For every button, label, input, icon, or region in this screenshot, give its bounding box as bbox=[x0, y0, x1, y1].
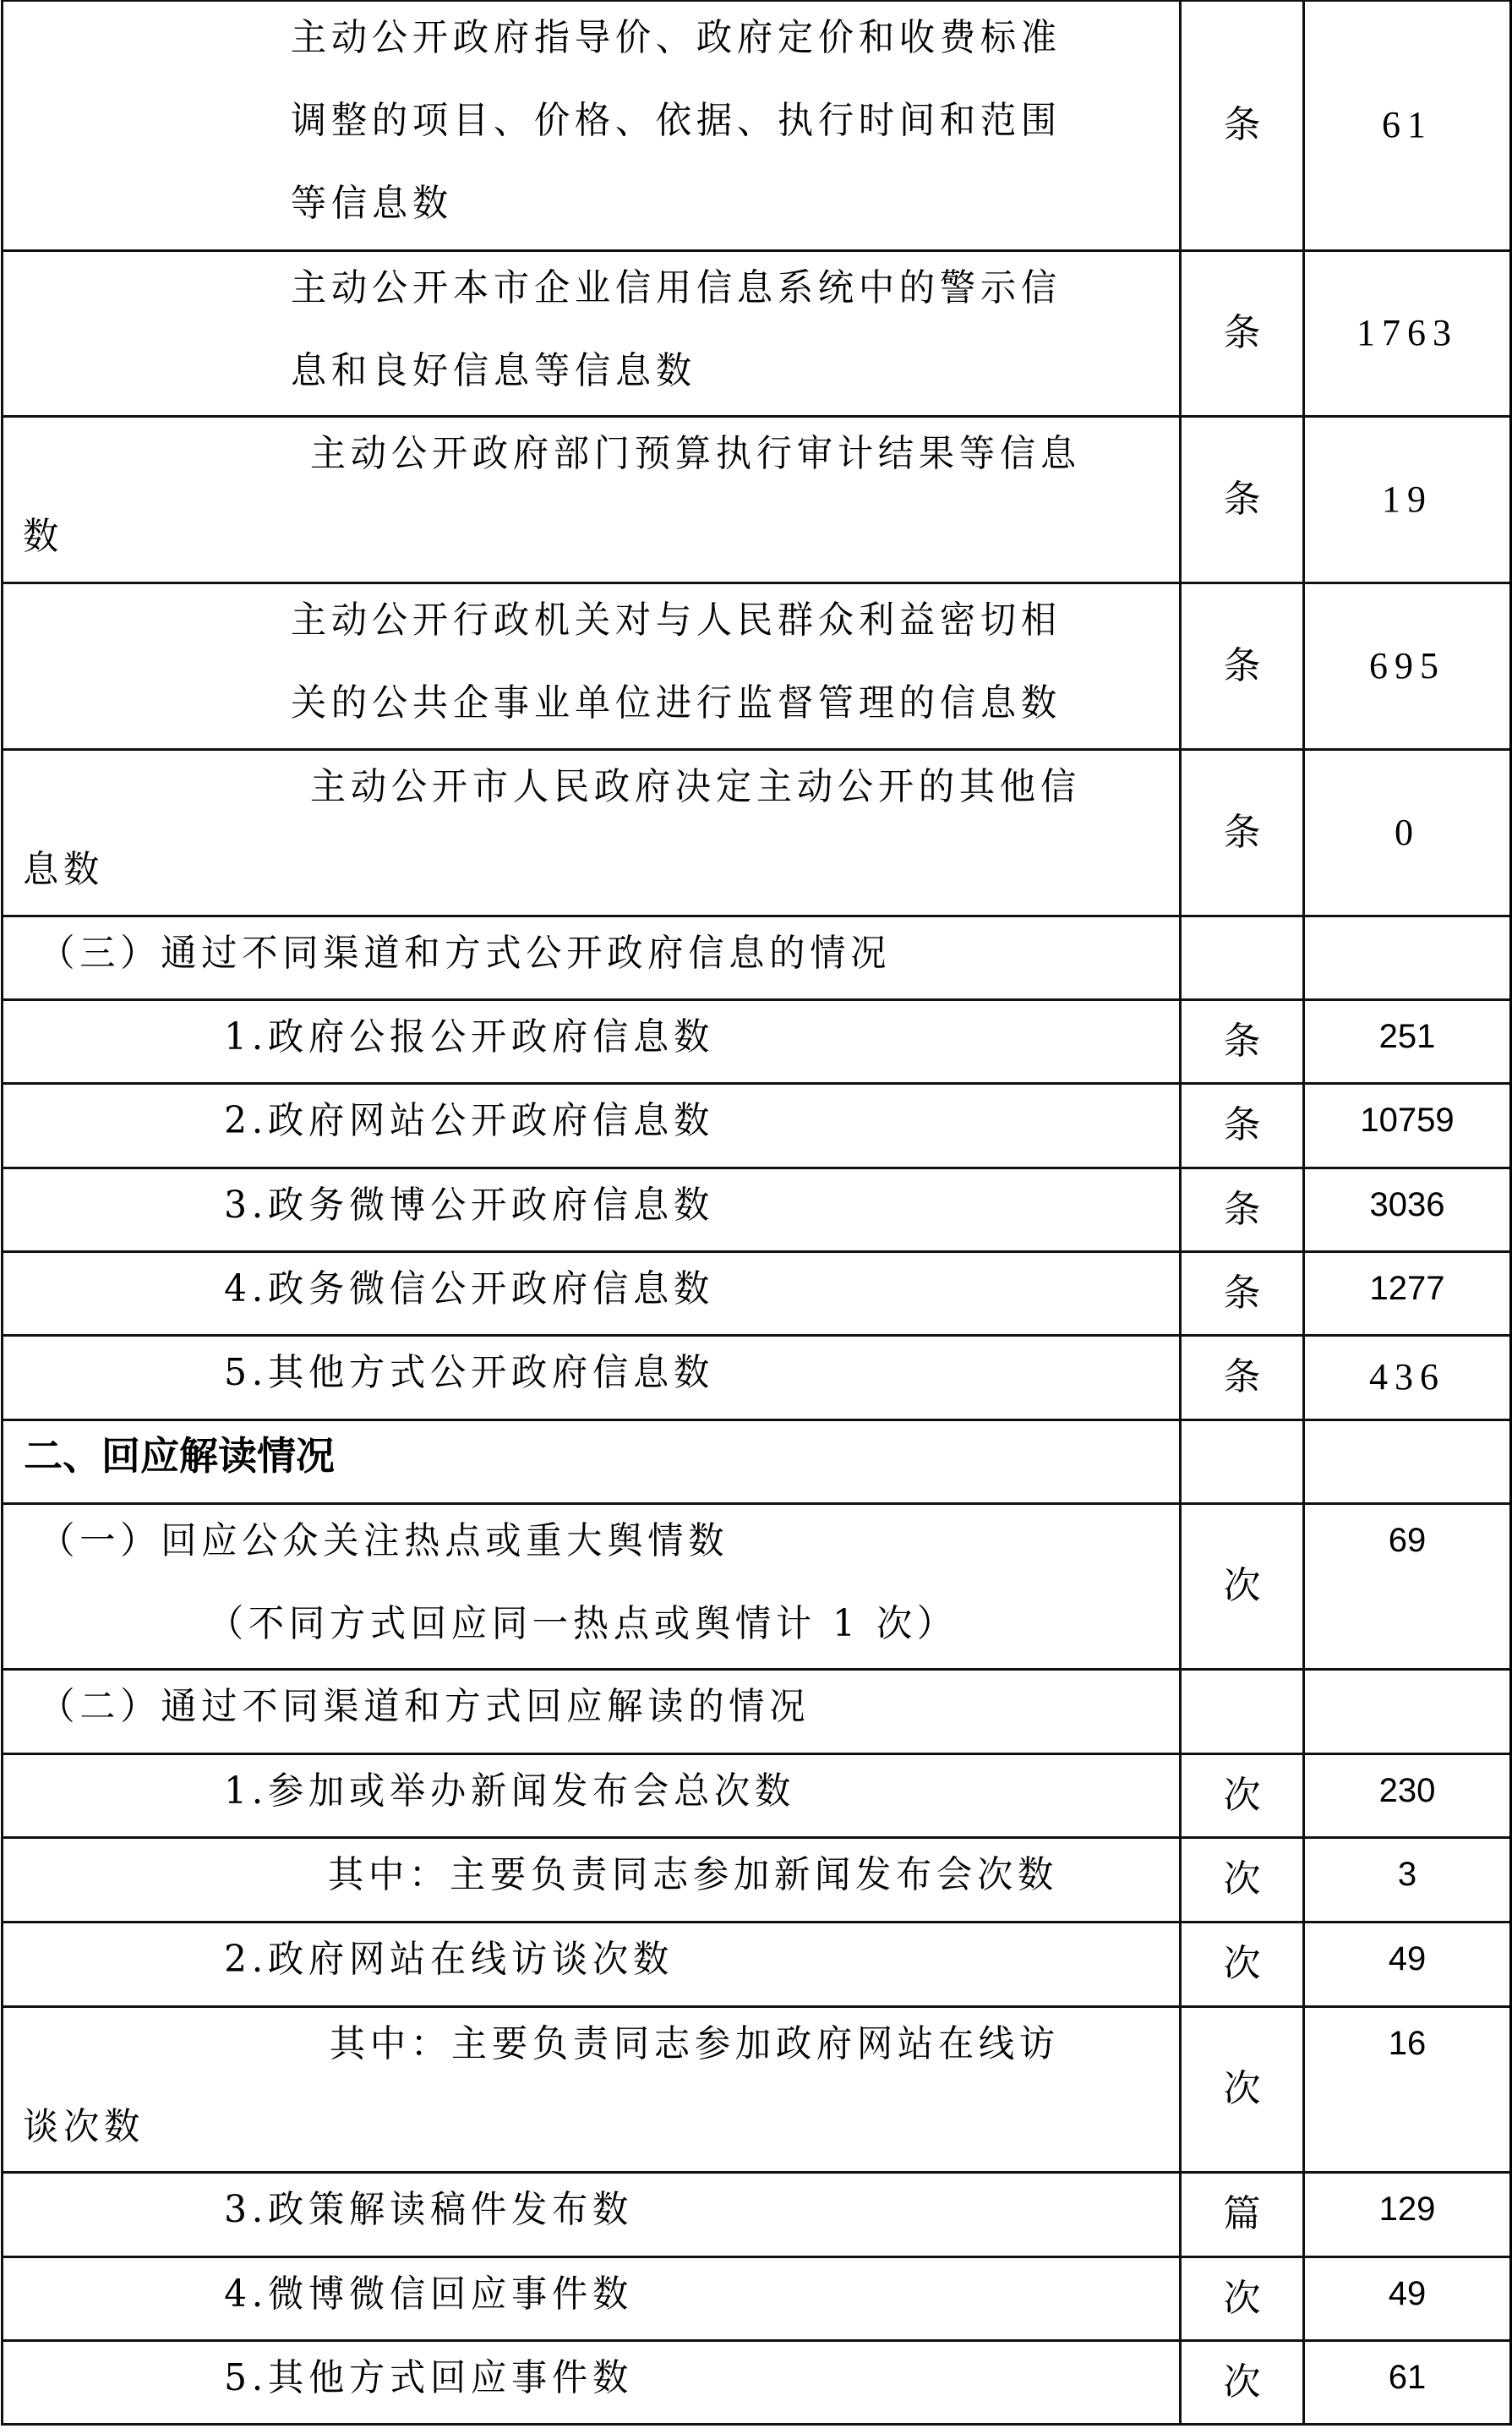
row-label: 2.政府网站公开政府信息数 bbox=[224, 1098, 714, 1142]
unit-cell bbox=[1181, 1753, 1304, 1837]
value-cell bbox=[1304, 1419, 1512, 1503]
value-cell bbox=[1304, 583, 1512, 749]
value-cell bbox=[1304, 1503, 1512, 1669]
unit: 次 bbox=[1223, 2276, 1261, 2320]
value-cell bbox=[1304, 2172, 1512, 2256]
value-cell bbox=[1304, 1837, 1512, 1922]
value-cell bbox=[1304, 2340, 1512, 2424]
value-cell bbox=[1304, 2006, 1512, 2172]
value: 230 bbox=[1378, 1771, 1436, 1809]
row-label: 主动公开市人民政府决定主动公开的其他信息数 bbox=[23, 764, 1081, 891]
row-label: 4.政务微信公开政府信息数 bbox=[224, 1266, 714, 1310]
value: 16 bbox=[1388, 2024, 1427, 2062]
unit-cell bbox=[1181, 583, 1304, 749]
unit-cell bbox=[1181, 1168, 1304, 1251]
value-cell bbox=[1304, 749, 1512, 916]
table-row bbox=[3, 1922, 1512, 2006]
row-label: 主动公开政府指导价、政府定价和收费标准调整的项目、价格、依据、执行时间和范围等信息数 bbox=[290, 16, 1062, 225]
value-cell bbox=[1304, 916, 1512, 999]
table-row bbox=[3, 2006, 1512, 2172]
unit: 条 bbox=[1223, 643, 1261, 687]
row-label-cell bbox=[3, 1837, 1181, 1922]
unit-cell bbox=[1181, 250, 1304, 416]
unit: 条 bbox=[1223, 477, 1261, 521]
value-cell bbox=[1304, 1168, 1512, 1251]
row-label: 4.微博微信回应事件数 bbox=[224, 2272, 633, 2316]
unit-cell bbox=[1181, 1669, 1304, 1753]
value: 69 bbox=[1388, 1521, 1427, 1559]
unit-cell bbox=[1181, 1503, 1304, 1669]
row-sublabel: （不同方式回应同一热点或舆情计 1 次） bbox=[207, 1601, 958, 1645]
section-label: （二）通过不同渠道和方式回应解读的情况 bbox=[39, 1684, 811, 1728]
value: 129 bbox=[1378, 2190, 1436, 2228]
table-row bbox=[3, 1083, 1512, 1168]
value: 61 bbox=[1388, 2358, 1427, 2396]
value: 3 bbox=[1397, 1855, 1417, 1893]
table-row bbox=[3, 1251, 1512, 1335]
unit-cell bbox=[1181, 2006, 1304, 2172]
unit-cell bbox=[1181, 2256, 1304, 2340]
table-row bbox=[3, 250, 1512, 416]
value-cell bbox=[1304, 1, 1512, 250]
row-label: 2.政府网站在线访谈次数 bbox=[224, 1937, 674, 1981]
unit-cell bbox=[1181, 1922, 1304, 2006]
unit-cell bbox=[1181, 1251, 1304, 1335]
row-label-cell bbox=[3, 583, 1181, 749]
value-cell bbox=[1304, 1335, 1512, 1419]
row-label-cell bbox=[3, 416, 1181, 583]
row-label: 主动公开本市企业信用信息系统中的警示信息和良好信息等信息数 bbox=[290, 265, 1062, 392]
table-row bbox=[3, 1753, 1512, 1837]
unit: 次 bbox=[1223, 2360, 1261, 2404]
unit-cell bbox=[1181, 999, 1304, 1083]
unit: 次 bbox=[1223, 2067, 1261, 2110]
row-label: 3.政策解读稿件发布数 bbox=[224, 2187, 633, 2231]
table-row bbox=[3, 583, 1512, 749]
row-label-cell bbox=[3, 999, 1181, 1083]
table-row bbox=[3, 749, 1512, 916]
table-row bbox=[3, 2256, 1512, 2340]
unit: 条 bbox=[1223, 1019, 1261, 1063]
value-cell bbox=[1304, 1669, 1512, 1753]
value-cell bbox=[1304, 999, 1512, 1083]
row-label-cell bbox=[3, 1922, 1181, 2006]
row-label: 其中：主要负责同志参加新闻发布会次数 bbox=[328, 1852, 1058, 1896]
unit: 条 bbox=[1223, 1355, 1261, 1398]
row-label: 其中：主要负责同志参加政府网站在线访谈次数 bbox=[23, 2021, 1060, 2148]
row-label-cell bbox=[3, 2340, 1181, 2424]
unit: 条 bbox=[1223, 103, 1261, 147]
section-label-cell bbox=[3, 1669, 1181, 1753]
unit: 次 bbox=[1223, 1857, 1261, 1901]
value: 1277 bbox=[1369, 1269, 1445, 1307]
unit-cell bbox=[1181, 749, 1304, 916]
value: 61 bbox=[1382, 104, 1433, 146]
row-label: 3.政务微博公开政府信息数 bbox=[224, 1183, 714, 1227]
unit-cell bbox=[1181, 2340, 1304, 2424]
value: 3036 bbox=[1369, 1185, 1445, 1223]
value-cell bbox=[1304, 1922, 1512, 2006]
unit: 条 bbox=[1223, 1271, 1261, 1315]
unit: 次 bbox=[1223, 1564, 1261, 1607]
row-label-cell bbox=[3, 1, 1181, 250]
value-cell bbox=[1304, 1753, 1512, 1837]
row-label-cell bbox=[3, 2256, 1181, 2340]
row-label: 1.政府公报公开政府信息数 bbox=[224, 1015, 714, 1058]
value-cell bbox=[1304, 2256, 1512, 2340]
value: 10759 bbox=[1360, 1101, 1455, 1139]
value-cell bbox=[1304, 416, 1512, 583]
row-label-cell bbox=[3, 1753, 1181, 1837]
row-label: 1.参加或举办新闻发布会总次数 bbox=[224, 1769, 795, 1813]
unit: 条 bbox=[1223, 810, 1261, 854]
table-row bbox=[3, 1168, 1512, 1251]
value: 0 bbox=[1395, 811, 1420, 853]
value: 251 bbox=[1378, 1017, 1436, 1055]
value-cell bbox=[1304, 1083, 1512, 1168]
value: 49 bbox=[1388, 2274, 1427, 2312]
table-row bbox=[3, 1335, 1512, 1419]
table-row bbox=[3, 2172, 1512, 2256]
row-label-cell bbox=[3, 1251, 1181, 1335]
section-heading-row bbox=[3, 1419, 1512, 1503]
row-label-cell bbox=[3, 1503, 1181, 1669]
unit-cell bbox=[1181, 1837, 1304, 1922]
row-label: 5.其他方式公开政府信息数 bbox=[224, 1350, 714, 1394]
table-row bbox=[3, 1837, 1512, 1922]
unit: 条 bbox=[1223, 1103, 1261, 1146]
unit-cell bbox=[1181, 916, 1304, 999]
section-label: （三）通过不同渠道和方式公开政府信息的情况 bbox=[39, 931, 892, 975]
unit-cell bbox=[1181, 416, 1304, 583]
value: 1763 bbox=[1356, 312, 1458, 353]
unit-cell bbox=[1181, 1083, 1304, 1168]
row-label-cell bbox=[3, 250, 1181, 416]
table-row bbox=[3, 2340, 1512, 2424]
value-cell bbox=[1304, 1251, 1512, 1335]
table-row bbox=[3, 1503, 1512, 1669]
row-label-cell bbox=[3, 749, 1181, 916]
row-label: 主动公开政府部门预算执行审计结果等信息数 bbox=[23, 431, 1081, 558]
unit: 篇 bbox=[1223, 2192, 1261, 2235]
table-row bbox=[3, 1, 1512, 250]
unit-cell bbox=[1181, 1419, 1304, 1503]
value-cell bbox=[1304, 250, 1512, 416]
unit: 条 bbox=[1223, 1187, 1261, 1231]
unit-cell bbox=[1181, 2172, 1304, 2256]
table-row bbox=[3, 416, 1512, 583]
value: 436 bbox=[1369, 1355, 1445, 1397]
unit-cell bbox=[1181, 1, 1304, 250]
row-label-cell bbox=[3, 2006, 1181, 2172]
value: 695 bbox=[1369, 644, 1445, 686]
unit: 次 bbox=[1223, 1942, 1261, 1985]
table-row bbox=[3, 999, 1512, 1083]
row-label-cell bbox=[3, 1168, 1181, 1251]
unit: 条 bbox=[1223, 311, 1261, 354]
row-label: 主动公开行政机关对与人民群众利益密切相关的公共企事业单位进行监督管理的信息数 bbox=[290, 598, 1062, 725]
section-heading: 二、回应解读情况 bbox=[24, 1432, 335, 1479]
row-label-cell bbox=[3, 1083, 1181, 1168]
section-heading-cell bbox=[3, 1419, 1181, 1503]
row-label: （一）回应公众关注热点或重大舆情数 bbox=[39, 1518, 729, 1562]
value: 19 bbox=[1382, 478, 1433, 520]
row-label: 5.其他方式回应事件数 bbox=[224, 2355, 633, 2399]
section-row bbox=[3, 916, 1512, 999]
section-label-cell bbox=[3, 916, 1181, 999]
statistics-table bbox=[1, 0, 1512, 2426]
row-label-cell bbox=[3, 1335, 1181, 1419]
value: 49 bbox=[1388, 1939, 1427, 1977]
row-label-cell bbox=[3, 2172, 1181, 2256]
unit: 次 bbox=[1223, 1773, 1261, 1817]
section-row bbox=[3, 1669, 1512, 1753]
unit-cell bbox=[1181, 1335, 1304, 1419]
